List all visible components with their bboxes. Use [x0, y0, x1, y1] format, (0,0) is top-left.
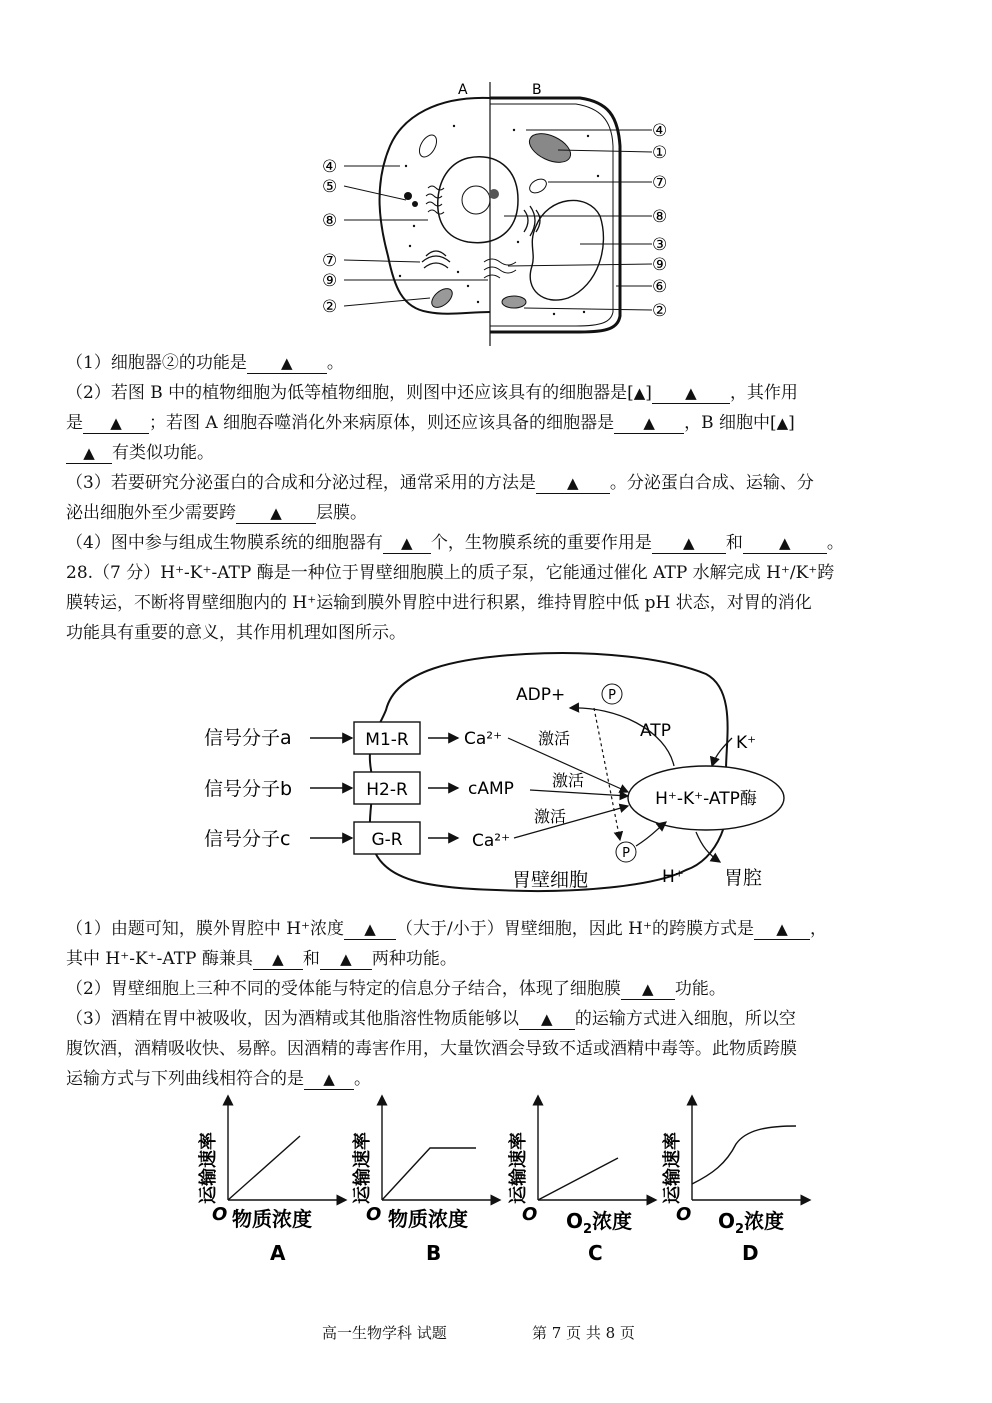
q28-line-3: （2）胃壁细胞上三种不同的受体能与特定的信息分子结合，体现了细胞膜 ▲ 功能。 [66, 979, 726, 999]
q28-intro-2: 膜转运，不断将胃壁细胞内的 H⁺运输到膜外胃腔中进行积累，维持胃腔中低 pH 状态，对胃的消化 [66, 593, 812, 613]
messenger-ca-2: Ca²⁺ [472, 831, 511, 851]
graph-xlabel: 物质浓度 [388, 1207, 468, 1231]
cell-right-label: ⑦ [652, 173, 668, 193]
q27-line-7: （4）图中参与组成生物膜系统的细胞器有 ▲ 个，生物膜系统的重要作用是 ▲ 和 ▲ 。 [66, 533, 844, 553]
enzyme-label: H⁺-K⁺-ATP酶 [655, 789, 757, 809]
receptor-m1r: M1-R [365, 730, 409, 750]
answer-blank: ▲ [247, 353, 327, 374]
footer-subject: 高一生物学科 试题 [322, 1324, 447, 1342]
answer-blank: ▲ [652, 383, 730, 404]
answer-blank: ▲ [83, 413, 149, 434]
graph-xlabel-o2: $O_2$浓度 [718, 1209, 785, 1237]
q27-line-2: （2）若图 B 中的植物细胞为低等植物细胞，则图中还应该具有的细胞器是[▲] ▲ ，其作用 [66, 383, 798, 403]
q27-line-6: 泌出细胞外至少需要跨 ▲ 层膜。 [66, 503, 367, 523]
phosphate-label: P [608, 688, 616, 703]
q28-line-1: （1）由题可知，膜外胃腔中 H⁺浓度 ▲ （大于/小于）胃壁细胞，因此 H⁺的跨膜方式是 ▲ ， [66, 919, 827, 939]
answer-blank: ▲ [743, 533, 827, 554]
graph-ylabel: 运输速率 [198, 1132, 219, 1204]
graph-origin: O [522, 1204, 538, 1225]
cell-left-label: ④ [322, 157, 338, 177]
adp-label: ADP+ [516, 685, 566, 705]
cell-right-label: ③ [652, 235, 668, 255]
answer-blank: ▲ [253, 949, 303, 970]
answer-blank: ▲ [621, 979, 675, 1000]
q28-line-6: 运输方式与下列曲线相符合的是 ▲ 。 [66, 1069, 371, 1089]
graph-xlabel: 物质浓度 [232, 1207, 312, 1231]
q27-line-1: （1）细胞器②的功能是 ▲ 。 [66, 353, 344, 373]
cell-left-label: ⑨ [322, 271, 338, 291]
cell-diagram [318, 76, 678, 348]
phosphate-label: P [622, 846, 630, 861]
graph-label: C [588, 1241, 603, 1265]
footer-page: 第 7 页 共 8 页 [532, 1324, 635, 1342]
answer-blank: ▲ [304, 1069, 354, 1090]
activate-label: 激活 [538, 729, 571, 748]
answer-blank: ▲ [614, 413, 684, 434]
cell-right-label: ④ [652, 121, 668, 141]
q28-line-4: （3）酒精在胃中被吸收，因为酒精或其他脂溶性物质能够以 ▲ 的运输方式进入细胞，所以空 [66, 1009, 796, 1029]
answer-blank: ▲ [66, 443, 112, 464]
graph-ylabel: 运输速率 [662, 1132, 683, 1204]
q28-intro-1: 28.（7 分）H⁺-K⁺-ATP 酶是一种位于胃壁细胞膜上的质子泵，它能通过催化 ATP 水解完成 H⁺/K⁺跨 [66, 563, 835, 583]
graph-ylabel: 运输速率 [352, 1132, 373, 1204]
cell-right-label: ⑥ [652, 277, 668, 297]
answer-blank: ▲ [383, 533, 431, 554]
cell-left-label: ⑤ [322, 177, 338, 197]
receptor-h2r: H2-R [366, 780, 408, 800]
cell-left-label: ② [322, 297, 338, 317]
k-ion-label: K⁺ [736, 733, 757, 753]
graph-xlabel-o2: $O_2$浓度 [566, 1209, 633, 1237]
answer-blank: ▲ [344, 919, 396, 940]
signal-a: 信号分子a [204, 727, 292, 749]
graph-label: A [270, 1241, 286, 1265]
graph-origin: O [366, 1204, 382, 1225]
graph-origin: O [212, 1204, 228, 1225]
activate-label: 激活 [534, 807, 567, 826]
cell-right-label: ⑧ [652, 207, 668, 227]
answer-blank: ▲ [652, 533, 726, 554]
cell-left-label: ⑧ [322, 211, 338, 231]
graph-d [661, 1100, 806, 1265]
cell-right-label: ② [652, 301, 668, 321]
answer-blank: ▲ [754, 919, 810, 940]
signal-c: 信号分子c [204, 828, 291, 850]
graph-a [197, 1100, 342, 1265]
receptor-gr: G-R [371, 830, 403, 850]
transport-graphs [186, 1094, 826, 1270]
q28-intro-3: 功能具有重要的意义，其作用机理如图所示。 [66, 623, 406, 643]
mechanism-diagram [196, 650, 796, 902]
graph-origin: O [676, 1204, 692, 1225]
answer-mark: ▲ [633, 384, 646, 402]
cell-name-label: 胃壁细胞 [512, 869, 589, 891]
cell-right-label: ⑨ [652, 255, 668, 275]
graph-label: B [426, 1241, 442, 1265]
h-ion-label: H⁺ [662, 867, 684, 887]
messenger-camp: cAMP [468, 779, 514, 799]
q28-line-2: 其中 H⁺-K⁺-ATP 酶兼具 ▲ 和 ▲ 两种功能。 [66, 949, 457, 969]
graph-c [507, 1100, 652, 1265]
q27-line-5: （3）若要研究分泌蛋白的合成和分泌过程，通常采用的方法是 ▲ 。分泌蛋白合成、运输、分 [66, 473, 814, 493]
graph-label: D [742, 1241, 759, 1265]
q28-line-5: 腹饮酒，酒精吸收快、易醉。因酒精的毒害作用，大量饮酒会导致不适或酒精中毒等。此物质跨膜 [66, 1039, 797, 1059]
answer-blank: ▲ [320, 949, 372, 970]
graph-ylabel: 运输速率 [508, 1132, 529, 1204]
cell-right-label: ① [652, 143, 668, 163]
answer-blank: ▲ [536, 473, 610, 494]
atp-label: ATP [640, 721, 671, 741]
cell-label-a: A [458, 82, 468, 98]
messenger-ca-1: Ca²⁺ [464, 729, 503, 749]
signal-b: 信号分子b [204, 778, 293, 800]
answer-blank: ▲ [236, 503, 316, 524]
q27-line-4: ▲ 有类似功能。 [66, 442, 932, 464]
graph-b [351, 1100, 496, 1265]
cell-left-label: ⑦ [322, 251, 338, 271]
lumen-label: 胃腔 [724, 867, 763, 889]
q27-line-3: 是 ▲ ；若图 A 细胞吞噬消化外来病原体，则还应该具备的细胞器是 ▲ ，B 细胞中[▲] [66, 413, 795, 433]
answer-mark: ▲ [776, 414, 789, 432]
cell-label-b: B [532, 82, 542, 98]
activate-label: 激活 [552, 771, 585, 790]
answer-blank: ▲ [519, 1009, 575, 1030]
